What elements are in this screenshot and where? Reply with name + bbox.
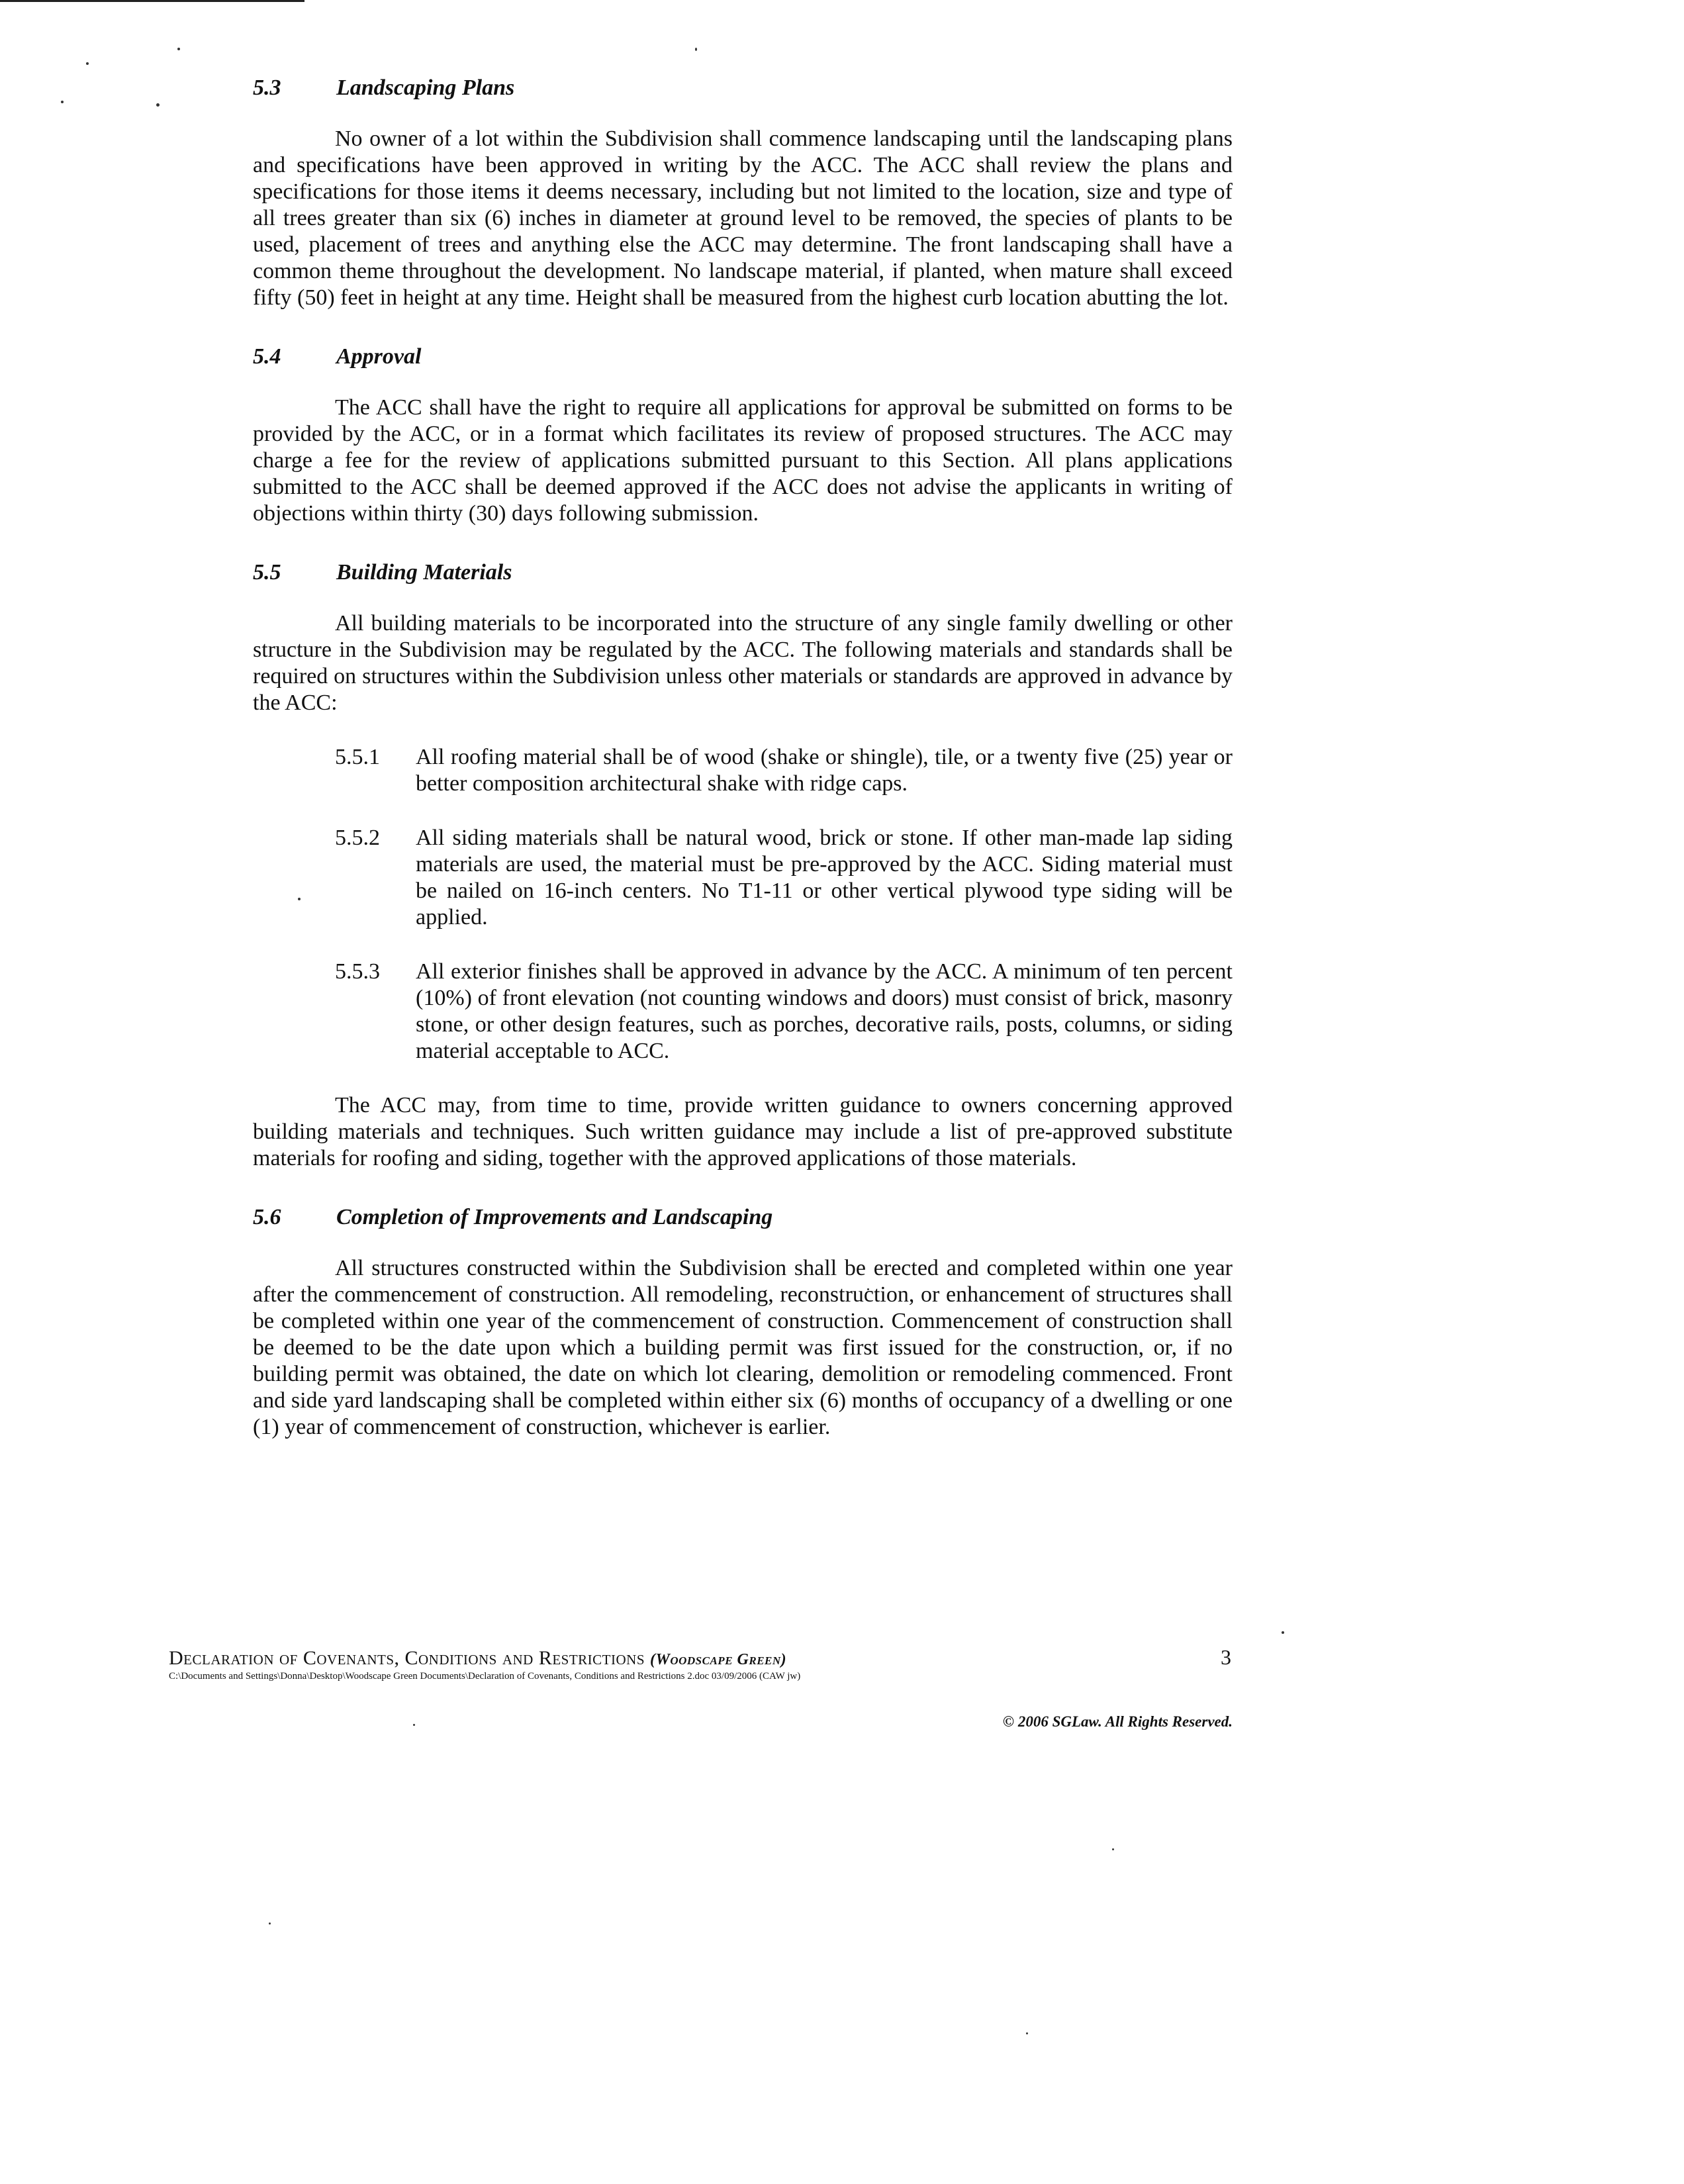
scan-speck xyxy=(61,101,64,103)
section-paragraph: No owner of a lot within the Subdivision shall commence landscaping until the landscaping plans and specifications have been approved in writing by the ACC. The ACC shall review the plans and specifications for those items it deems necessary, including but not limited to the location, size and type of all trees greater than six (6) inches in diameter at ground level to be removed, the species of plants to be used, placement of trees and anything else the ACC may determine. The front landscaping shall have a common theme throughout the development. No landscape material, if planted, when mature shall exceed fifty (50) feet in height at any time. Height shall be measured from the highest curb location abutting the lot. xyxy=(253,126,1233,310)
section-number: 5.6 xyxy=(253,1205,281,1229)
section-heading-5-6 xyxy=(253,1202,1233,1233)
subsection-text: All exterior finishes shall be approved in advance by the ACC. A minimum of ten percent (10%) of front elevation (not counting windows and doors) must consist of brick, masonry stone, or other design features, such as porches, decorative rails, posts, columns, or siding material acceptable to ACC. xyxy=(416,959,1233,1063)
subsection-5-5-1 xyxy=(335,744,1233,797)
scan-edge-rule xyxy=(0,0,304,2)
scan-speck xyxy=(1282,1631,1284,1634)
section-heading-5-4 xyxy=(253,342,1233,372)
section-title: Building Materials xyxy=(336,560,512,585)
footer-title xyxy=(169,1647,786,1670)
scan-speck xyxy=(86,62,89,65)
section-heading-5-3 xyxy=(253,73,1233,103)
subsection-number: 5.5.1 xyxy=(335,745,380,769)
section-title: Completion of Improvements and Landscaping xyxy=(336,1205,773,1229)
subsection-text: All siding materials shall be natural wood, brick or stone. If other man-made lap siding materials are used, the material must be pre-approved by the ACC. Siding material must be nailed on 16-inch centers. No T1-11 or other vertical plywood type siding will be applied. xyxy=(416,826,1233,929)
subsection-number: 5.5.2 xyxy=(335,826,380,850)
footer-project-name: (Woodscape Green) xyxy=(650,1651,787,1668)
section-closing-paragraph: The ACC may, from time to time, provide written guidance to owners concerning approved building materials and techniques. Such written guidance may include a list of pre-approved substitute materials for roofing and siding, together with the approved applications of those materials. xyxy=(253,1093,1233,1170)
footer-document-title: Declaration of Covenants, Conditions and Restrictions xyxy=(169,1647,645,1669)
page-number: 3 xyxy=(1221,1645,1231,1669)
subsection-text: All roofing material shall be of wood (shake or shingle), tile, or a twenty five (25) year or better composition architectural shake with ridge caps. xyxy=(416,745,1233,796)
footer-file-path: C:\Documents and Settings\Donna\Desktop\Woodscape Green Documents\Declaration of Covenants, Conditions and Restrictions 2.doc 03/09/2006 (CAW jw) xyxy=(169,1671,801,1682)
scan-speck xyxy=(413,1724,415,1726)
scan-speck xyxy=(177,48,180,50)
section-paragraph: All building materials to be incorporated into the structure of any single family dwelling or other structure in the Subdivision may be regulated by the ACC. The following materials and standards shall be required on structures within the Subdivision unless other materials or standards are approved in advance by the ACC: xyxy=(253,611,1233,715)
section-paragraph: All structures constructed within the Subdivision shall be erected and completed within one year after the commencement of construction. All remodeling, reconstruction, or enhancement of structures shall be completed within one year of the commencement of construction. Commencement of construction shall be deemed to be the date upon which a building permit was first issued for the construction, or, if no building permit was obtained, the date on which lot clearing, demolition or remodeling commenced. Front and side yard landscaping shall be completed within either six (6) months of occupancy of a dwelling or one (1) year of commencement of construction, whichever is earlier. xyxy=(253,1256,1233,1439)
section-title: Landscaping Plans xyxy=(336,75,515,100)
subsection-5-5-3 xyxy=(335,959,1233,1065)
copyright-notice: © 2006 SGLaw. All Rights Reserved. xyxy=(1002,1713,1233,1730)
page-footer xyxy=(169,1645,1231,1682)
section-heading-5-5 xyxy=(253,557,1233,588)
subsection-5-5-2 xyxy=(335,825,1233,931)
scan-speck xyxy=(695,48,697,51)
section-number: 5.3 xyxy=(253,75,281,100)
document-body xyxy=(253,73,1233,1441)
scan-speck xyxy=(1026,2032,1028,2034)
subsection-number: 5.5.3 xyxy=(335,959,380,984)
section-number: 5.4 xyxy=(253,344,281,369)
scan-speck xyxy=(269,1923,271,1924)
section-title: Approval xyxy=(336,344,422,369)
scan-speck xyxy=(156,103,160,107)
section-paragraph: The ACC shall have the right to require all applications for approval be submitted on forms to be provided by the ACC, or in a format which facilitates its review of proposed structures. The ACC may charge a fee for the review of applications submitted pursuant to this Section. All plans applications submitted to the ACC shall be deemed approved if the ACC does not advise the applicants in writing of objections within thirty (30) days following submission. xyxy=(253,395,1233,526)
section-number: 5.5 xyxy=(253,560,281,585)
scan-speck xyxy=(1112,1848,1114,1850)
